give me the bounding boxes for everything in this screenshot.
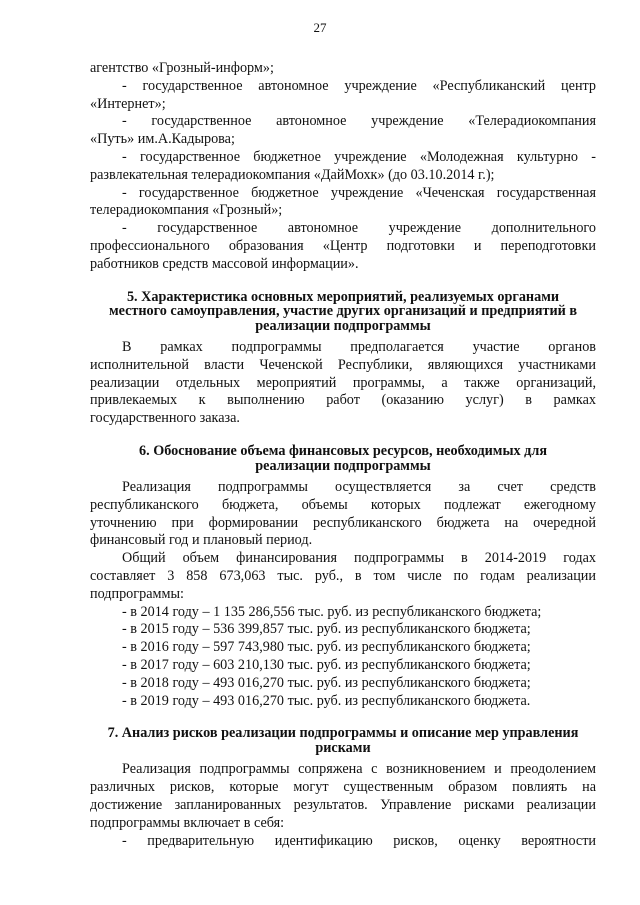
agency-line-4: - государственное автономное учреждение «Телерадиокомпания (122, 113, 596, 130)
section-6-p2-line-3: подпрограммы: (90, 585, 184, 602)
section-5-paragraph-line-2: исполнительной власти Чеченской Республики, являющихся участниками (90, 356, 596, 373)
funding-year-item: - в 2017 году – 603 210,130 тыс. руб. из республиканского бюджета; (122, 657, 531, 674)
section-6-p1-line-4: финансовый год и плановый период. (90, 532, 313, 549)
agency-line-1: агентство «Грозный-информ»; (90, 60, 274, 76)
section-6-p1-line-2: республиканского бюджета, объемы которых подлежат ежегодному (90, 496, 596, 513)
section-6-p1-line-1: Реализация подпрограммы осуществляется за счет средств (122, 479, 596, 496)
section-6-p1-line-3: уточнению при формировании республиканского бюджета на очередной (90, 514, 596, 531)
section-6-heading (90, 444, 596, 473)
section-6-p2-line-2: составляет 3 858 673,063 тыс. руб., в том числе по годам реализации (90, 568, 596, 585)
section-6-title-line-1: 6. Обоснование объема финансовых ресурсов, необходимых для (139, 443, 547, 460)
section-5-title-line-3: реализации подпрограммы (255, 317, 431, 334)
section-7-paragraph-line-5: - предварительную идентификацию рисков, оценку вероятности (122, 832, 596, 849)
agency-line-7: развлекательная телерадиокомпания «ДайМохк» (до 03.10.2014 г.); (90, 166, 495, 183)
section-5-title-line-1: 5. Характеристика основных мероприятий, реализуемых органами (126, 288, 560, 305)
agency-line-12: работников средств массовой информации». (90, 255, 359, 272)
section-7-paragraph-line-1: Реализация подпрограммы сопряжена с возникновением и преодолением (122, 761, 596, 778)
section-7-paragraph-line-4: подпрограммы включает в себя: (90, 814, 285, 831)
section-6-title-line-2: реализации подпрограммы (255, 457, 431, 474)
agency-line-9: телерадиокомпания «Грозный»; (90, 202, 283, 219)
page-number: 27 (313, 20, 327, 35)
funding-year-item: - в 2016 году – 597 743,980 тыс. руб. из республиканского бюджета; (122, 639, 531, 656)
section-7-title-line-2: рисками (315, 739, 371, 756)
agency-line-10: - государственное автономное учреждение дополнительного (122, 220, 596, 237)
section-7-heading (90, 726, 596, 755)
document-body (90, 60, 596, 850)
funding-year-item: - в 2019 году – 493 016,270 тыс. руб. из республиканского бюджета. (122, 692, 531, 709)
agency-line-11: профессионального образования «Центр подготовки и переподготовки (90, 237, 596, 254)
section-5-paragraph-line-4: привлекаемых к выполнению работ (оказанию услуг) в рамках (90, 392, 596, 409)
agency-line-2: - государственное автономное учреждение «Республиканский центр (122, 77, 596, 94)
section-5-heading (90, 290, 596, 334)
agency-line-3: «Интернет»; (90, 95, 166, 112)
section-7-paragraph-line-3: достижение запланированных результатов. Управление рисками реализации (90, 797, 596, 813)
funding-year-item: - в 2015 году – 536 399,857 тыс. руб. из республиканского бюджета; (122, 621, 531, 638)
agency-line-6: - государственное бюджетное учреждение «Молодежная культурно - (122, 148, 596, 165)
section-5-paragraph-line-3: реализации отдельных мероприятий программы, а также организаций, (90, 374, 596, 391)
section-7-title-line-1: 7. Анализ рисков реализации подпрограммы и описание мер управления (107, 725, 579, 742)
agency-line-5: «Путь» им.А.Кадырова; (90, 131, 235, 148)
agency-line-8: - государственное бюджетное учреждение «Чеченская государственная (122, 184, 596, 201)
section-6-p2-line-1: Общий объем финансирования подпрограммы в 2014-2019 годах (122, 550, 596, 567)
section-5-paragraph-line-5: государственного заказа. (90, 410, 240, 427)
section-5-title-line-2: местного самоуправления, участие других организаций и предприятий в (108, 303, 578, 320)
funding-year-item: - в 2018 году – 493 016,270 тыс. руб. из республиканского бюджета; (122, 674, 531, 691)
section-7-paragraph-line-2: различных рисков, которые могут существенным образом повлиять на (90, 779, 596, 796)
section-5-paragraph-line-1: В рамках подпрограммы предполагается участие органов (122, 339, 596, 356)
funding-year-item: - в 2014 году – 1 135 286,556 тыс. руб. из республиканского бюджета; (122, 603, 542, 620)
